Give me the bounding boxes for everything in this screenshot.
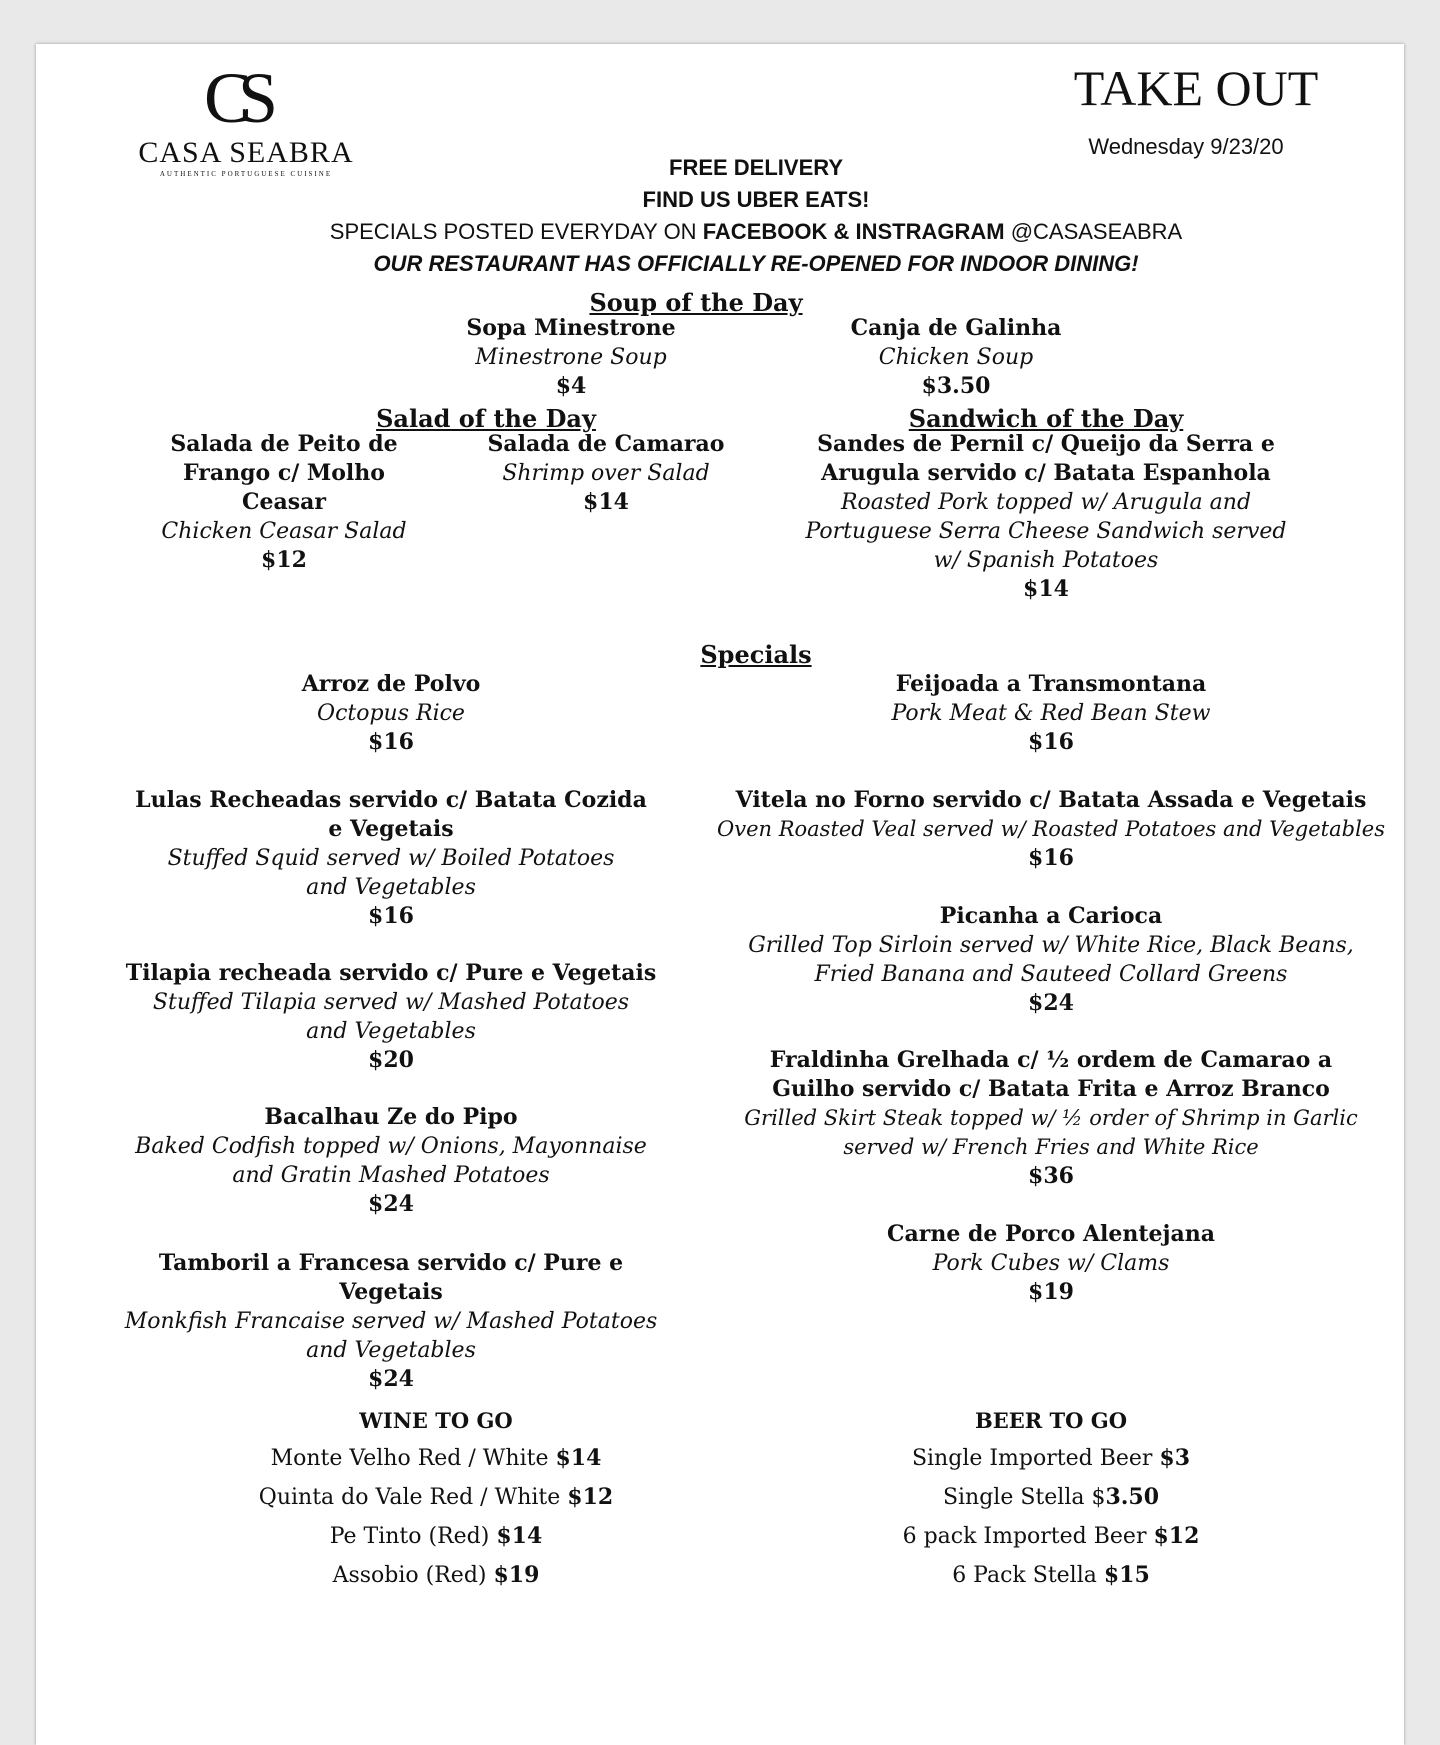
logo-name: CASA SEABRA	[138, 136, 354, 169]
info-specials-pre: SPECIALS POSTED EVERYDAY ON	[329, 219, 703, 244]
item-price: $20	[368, 1047, 414, 1073]
item-name: Carne de Porco Alentejana	[886, 1221, 1216, 1247]
special-item	[711, 786, 1391, 873]
menu-sheet	[36, 44, 1404, 1745]
salad-item	[456, 430, 756, 517]
item-desc: Grilled Top Sirloin served w/ White Rice, Black Beans, Fried Banana and Sauteed Collard Greens	[748, 933, 1354, 987]
item-desc: Roasted Pork topped w/ Arugula and Portuguese Serra Cheese Sandwich served w/ Spanish Potatoes	[805, 490, 1287, 573]
special-item	[116, 1249, 666, 1394]
wine-line	[236, 1517, 636, 1556]
drink-price: $14	[496, 1523, 543, 1549]
drink-name: Pe Tinto (Red)	[329, 1524, 490, 1549]
item-name: Tilapia recheada servido c/ Pure e Vegetais	[125, 960, 657, 986]
item-name: Arroz de Polvo	[301, 671, 481, 697]
drink-name: Assobio (Red)	[332, 1563, 487, 1588]
info-specials	[176, 216, 1336, 248]
item-desc: Stuffed Tilapia served w/ Mashed Potatoes and Vegetables	[152, 990, 630, 1044]
item-desc: Chicken Ceasar Salad	[161, 519, 407, 544]
logo-monogram: CS	[204, 58, 265, 138]
item-desc: Monkfish Francaise served w/ Mashed Potatoes and Vegetables	[124, 1309, 658, 1363]
item-desc: Pork Meat & Red Bean Stew	[891, 701, 1211, 726]
beer-line	[851, 1478, 1251, 1517]
item-desc: Octopus Rice	[317, 701, 465, 726]
item-name: Canja de Galinha	[850, 315, 1062, 341]
item-price: $16	[1028, 729, 1074, 755]
date-label: Wednesday 9/23/20	[1088, 134, 1284, 159]
info-uber-eats: FIND US UBER EATS!	[642, 187, 870, 212]
salad-item	[134, 430, 434, 575]
item-price: $16	[368, 729, 414, 755]
item-price: $24	[368, 1191, 414, 1217]
wine-line	[236, 1439, 636, 1478]
item-price: $16	[1028, 845, 1074, 871]
info-block	[176, 152, 1336, 280]
item-price: $24	[1028, 990, 1074, 1016]
soup-item	[396, 314, 746, 401]
special-item	[716, 1046, 1386, 1191]
item-name: Sandes de Pernil c/ Queijo da Serra e Arugula servido c/ Batata Espanhola	[817, 431, 1275, 486]
item-price: $4	[555, 373, 587, 399]
drink-name: Quinta do Vale Red / White	[258, 1485, 561, 1510]
wine-line	[236, 1478, 636, 1517]
item-price: $24	[368, 1366, 414, 1392]
beer-line	[851, 1439, 1251, 1478]
item-name: Fraldinha Grelhada c/ ½ ordem de Camarao a Guilho servido c/ Batata Frita e Arroz Branco	[769, 1047, 1333, 1102]
info-specials-social: FACEBOOK & INSTRAGRAM	[702, 219, 1005, 244]
salad-heading: Salad of the Day	[376, 404, 596, 433]
item-name: Bacalhau Ze do Pipo	[264, 1104, 518, 1130]
item-desc: Chicken Soup	[878, 345, 1034, 370]
item-desc: Minestrone Soup	[475, 345, 667, 370]
drink-price: $12	[567, 1484, 614, 1510]
item-price: $3.50	[921, 373, 991, 399]
special-item	[116, 959, 666, 1075]
wine-line	[236, 1556, 636, 1595]
sandwich-item	[791, 430, 1301, 604]
item-price: $14	[1023, 576, 1069, 602]
special-item	[116, 1103, 666, 1219]
item-name: Lulas Recheadas servido c/ Batata Cozida e Vegetais	[135, 787, 647, 842]
info-specials-handle: @CASASEABRA	[1004, 219, 1183, 244]
item-desc: Shrimp over Salad	[502, 461, 710, 486]
drink-name: Monte Velho Red / White	[270, 1446, 549, 1471]
drink-name: Single Stella $	[942, 1485, 1106, 1510]
special-item	[116, 670, 666, 757]
beer-heading: BEER TO GO	[975, 1408, 1127, 1433]
soup-item	[781, 314, 1131, 401]
special-item	[711, 1220, 1391, 1307]
item-price: $14	[583, 489, 629, 515]
item-price: $36	[1028, 1163, 1074, 1189]
item-name: Salada de Peito de Frango c/ Molho Ceasar	[170, 431, 398, 515]
beer-line	[851, 1517, 1251, 1556]
specials-heading: Specials	[700, 640, 812, 669]
beer-section	[851, 1408, 1251, 1595]
item-desc: Grilled Skirt Steak topped w/ ½ order of Shrimp in Garlic served w/ French Fries and White Rice	[744, 1106, 1358, 1159]
drink-price: $3	[1159, 1445, 1191, 1471]
item-name: Sopa Minestrone	[466, 315, 676, 341]
drink-name: 6 pack Imported Beer	[902, 1524, 1147, 1549]
item-price: $19	[1028, 1279, 1074, 1305]
page-title: TAKE OUT	[1073, 60, 1319, 116]
sandwich-heading: Sandwich of the Day	[908, 404, 1184, 433]
logo-tagline: AUTHENTIC PORTUGUESE CUISINE	[159, 170, 333, 178]
item-desc: Pork Cubes w/ Clams	[932, 1251, 1170, 1276]
drink-name: Single Imported Beer	[911, 1446, 1153, 1471]
item-name: Feijoada a Transmontana	[895, 671, 1207, 697]
wine-section	[236, 1408, 636, 1595]
item-price: $12	[261, 547, 307, 573]
item-name: Picanha a Carioca	[939, 903, 1163, 929]
special-item	[711, 670, 1391, 757]
info-free-delivery: FREE DELIVERY	[669, 155, 843, 180]
beer-line	[851, 1556, 1251, 1595]
drink-price: $15	[1103, 1562, 1150, 1588]
info-reopened: OUR RESTAURANT HAS OFFICIALLY RE-OPENED FOR INDOOR DINING!	[373, 251, 1139, 276]
drink-price: $14	[555, 1445, 602, 1471]
item-name: Vitela no Forno servido c/ Batata Assada e Vegetais	[735, 787, 1367, 813]
wine-heading: WINE TO GO	[359, 1408, 513, 1433]
item-desc: Stuffed Squid served w/ Boiled Potatoes and Vegetables	[167, 846, 615, 900]
drink-price: $19	[493, 1562, 540, 1588]
item-price: $16	[368, 903, 414, 929]
special-item	[736, 902, 1366, 1018]
drink-name: 6 Pack Stella	[952, 1563, 1097, 1588]
item-desc: Oven Roasted Veal served w/ Roasted Potatoes and Vegetables	[716, 817, 1385, 841]
soup-heading: Soup of the Day	[589, 288, 803, 317]
item-name: Salada de Camarao	[487, 431, 725, 457]
item-desc: Baked Codfish topped w/ Onions, Mayonnaise and Gratin Mashed Potatoes	[135, 1134, 647, 1188]
drink-price: 3.50	[1105, 1484, 1160, 1510]
special-item	[131, 786, 651, 931]
drink-price: $12	[1153, 1523, 1200, 1549]
item-name: Tamboril a Francesa servido c/ Pure e Vegetais	[158, 1250, 624, 1305]
